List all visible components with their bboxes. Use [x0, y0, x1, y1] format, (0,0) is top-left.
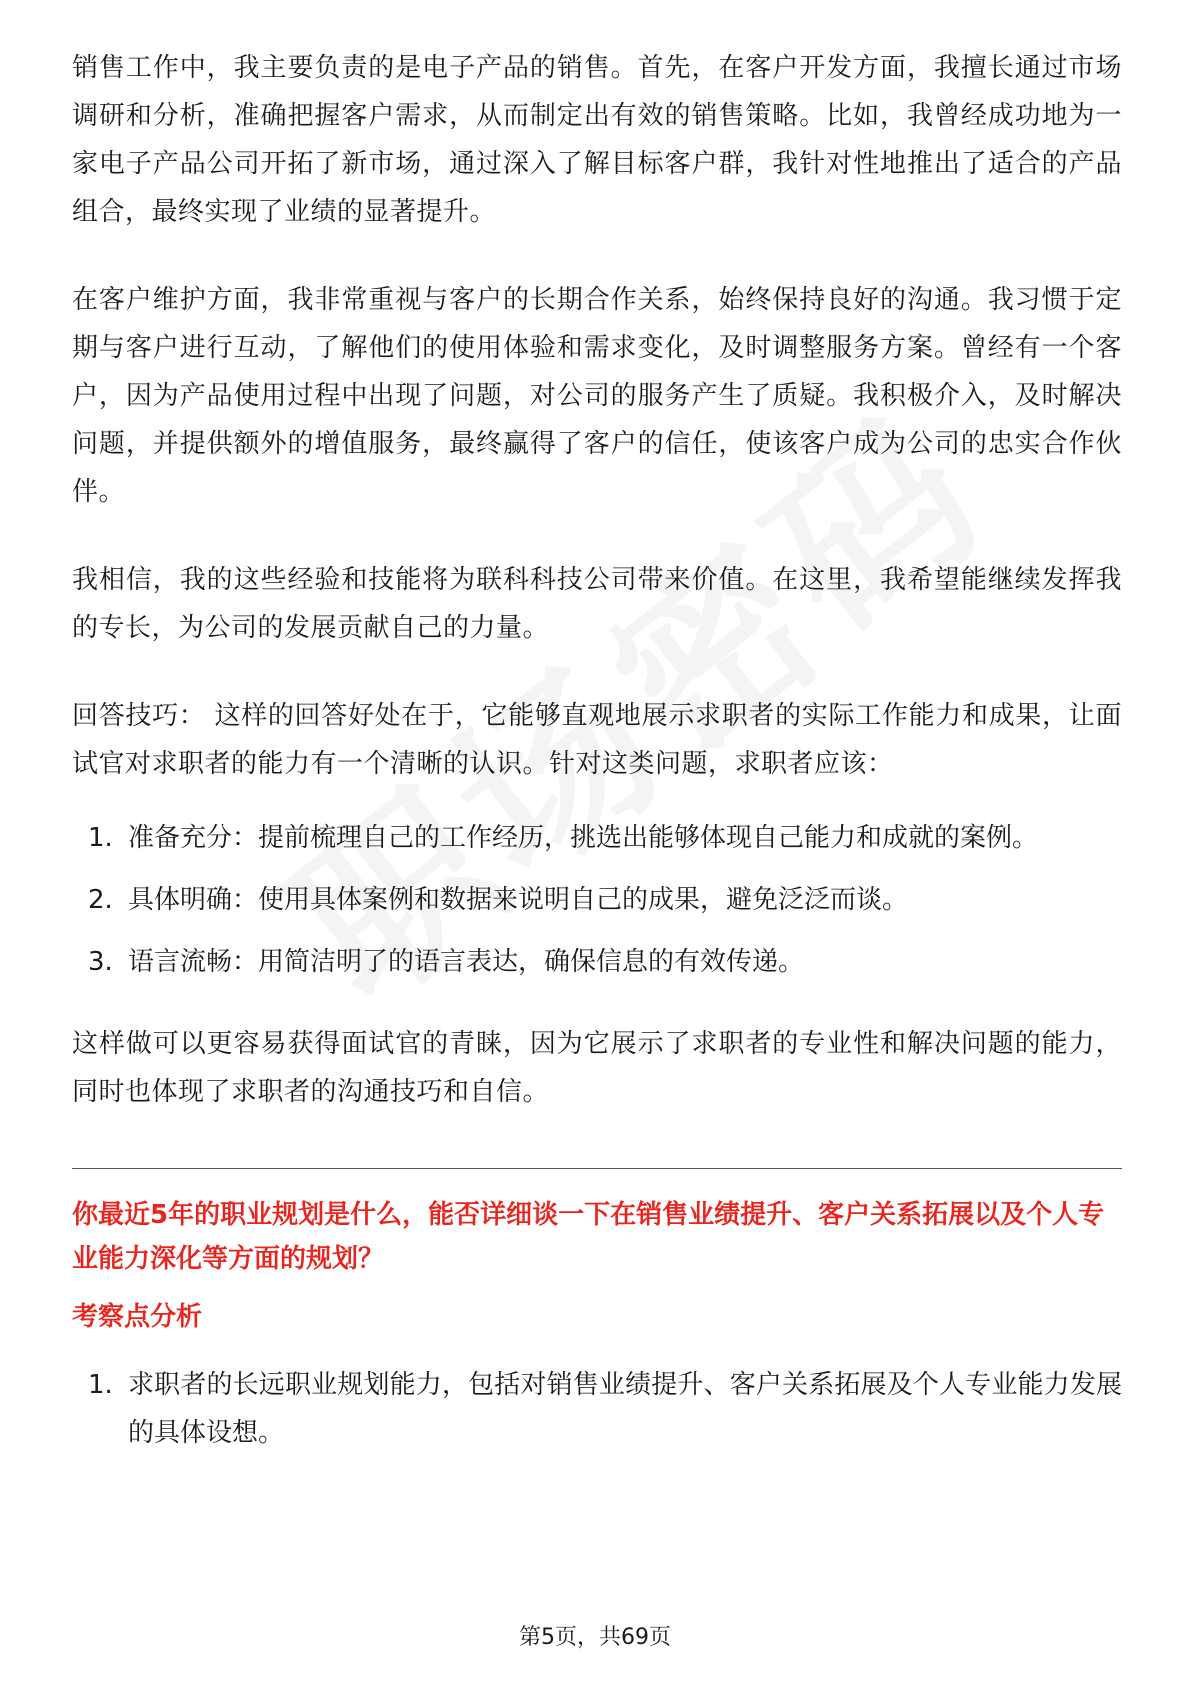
- paragraph-sales-experience: 销售工作中，我主要负责的是电子产品的销售。首先，在客户开发方面，我擅长通过市场调研和分析，准确把握客户需求，从而制定出有效的销售策略。比如，我曾经成功地为一家电子产品公司开拓了新市场，通过深入了解目标客户群，我针对性地推出了适合的产品组合，最终实现了业绩的显著提升。: [72, 53, 1122, 227]
- list-text: 求职者的长远职业规划能力，包括对销售业绩提升、客户关系拓展及个人专业能力发展的具体设想。: [128, 1370, 1122, 1448]
- section-divider: [72, 1168, 1122, 1169]
- list-item: [72, 938, 1122, 986]
- analysis-heading: 考察点分析: [72, 1302, 203, 1332]
- list-number: 3.: [88, 947, 113, 977]
- list-number: 1.: [88, 823, 113, 853]
- interview-question: 你最近5年的职业规划是什么，能否详细谈一下在销售业绩提升、客户关系拓展以及个人专业能力深化等方面的规划？: [72, 1200, 1105, 1274]
- list-item: [72, 814, 1122, 862]
- paragraph-value-statement: 我相信，我的这些经验和技能将为联科科技公司带来价值。在这里，我希望能继续发挥我的专长，为公司的发展贡献自己的力量。: [72, 565, 1122, 643]
- list-item: [72, 1361, 1122, 1457]
- paragraph-answer-tips: 回答技巧： 这样的回答好处在于，它能够直观地展示求职者的实际工作能力和成果，让面试官对求职者的能力有一个清晰的认识。针对这类问题，求职者应该：: [72, 701, 1122, 779]
- paragraph-client-maintenance: 在客户维护方面，我非常重视与客户的长期合作关系，始终保持良好的沟通。我习惯于定期与客户进行互动，了解他们的使用体验和需求变化，及时调整服务方案。曾经有一个客户，因为产品使用过程中出现了问题，对公司的服务产生了质疑。我积极介入，及时解决问题，并提供额外的增值服务，最终赢得了客户的信任，使该客户成为公司的忠实合作伙伴。: [72, 285, 1122, 507]
- tips-list: [72, 814, 1122, 986]
- paragraph-closing: 这样做可以更容易获得面试官的青睐，因为它展示了求职者的专业性和解决问题的能力，同时也体现了求职者的沟通技巧和自信。: [72, 1029, 1122, 1107]
- list-item: [72, 876, 1122, 924]
- analysis-list: [72, 1361, 1122, 1457]
- list-text: 准备充分：提前梳理自己的工作经历，挑选出能够体现自己能力和成就的案例。: [128, 823, 1039, 853]
- list-number: 2.: [88, 885, 113, 915]
- list-number: 1.: [88, 1370, 113, 1400]
- list-text: 语言流畅：用简洁明了的语言表达，确保信息的有效传递。: [128, 947, 805, 977]
- page-content: [72, 44, 1122, 1491]
- page-number-footer: 第5页，共69页: [519, 1625, 671, 1650]
- list-text: 具体明确：使用具体案例和数据来说明自己的成果，避免泛泛而谈。: [128, 885, 909, 915]
